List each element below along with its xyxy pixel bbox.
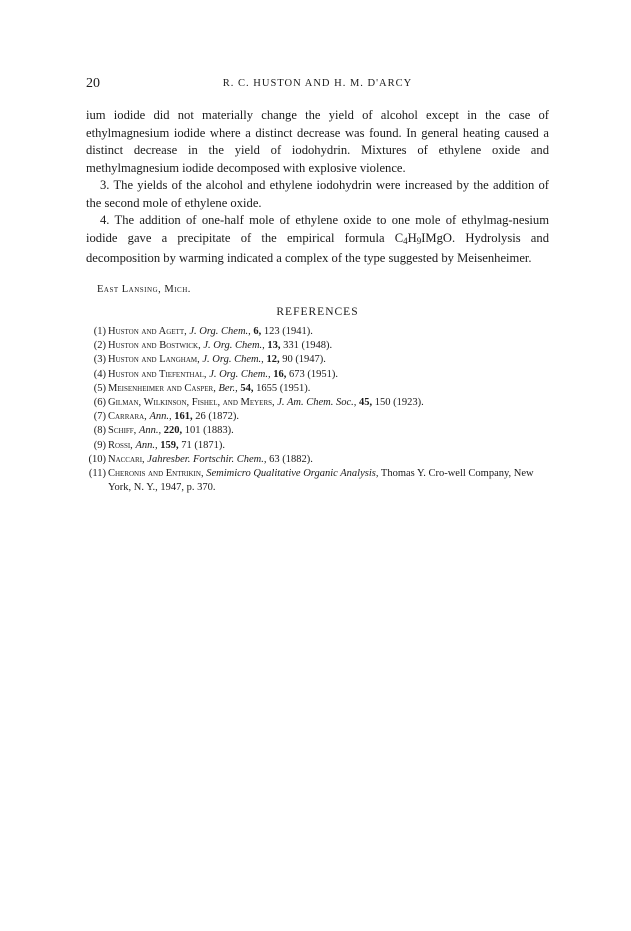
reference-details: 1655 (1951). [256,382,311,394]
running-head: R. C. HUSTON AND H. M. D'ARCY [222,78,413,89]
reference-volume: 16, [273,368,287,380]
reference-details: 150 (1923). [374,397,424,409]
reference-number: (4) [93,368,106,380]
reference-item [86,453,549,467]
reference-item [86,424,549,438]
reference-number: (10) [88,453,106,465]
reference-authors: Huston and Langham, [108,354,200,366]
reference-journal: J. Org. Chem., [203,340,265,352]
reference-authors: Cheronis and Entrikin, [108,468,204,480]
reference-journal: Jahresber. Fortschir. Chem., [147,453,267,465]
reference-details: 90 (1947). [282,354,326,366]
reference-authors: Rossi, [108,439,133,451]
reference-item [86,339,549,353]
reference-details: Thomas Y. Cro-well Company, New York, N. Y., 1947, p. 370. [108,468,534,494]
reference-number: (7) [93,411,106,423]
paragraph-conclusion-4 [86,212,549,268]
reference-authors: Huston and Agett, [108,326,187,337]
reference-number: (11) [88,468,106,480]
reference-volume: 161, [174,411,193,423]
reference-number: (5) [93,382,106,394]
para4-text-after: IMgO. Hydrolysis and decomposition by warming indicated a complex of the type suggested by Meisenheimer. [86,230,549,265]
reference-number: (8) [93,425,106,437]
reference-journal: Ann., [135,439,158,451]
formula-subscript-hydrogen: 9 [416,235,422,246]
author-location: East Lansing, Mich. [97,284,191,295]
page-header [86,76,549,92]
paragraph-conclusion-3: 3. The yields of the alcohol and ethylene iodohydrin were increased by the addition of the second mole of ethylene oxide. [86,178,549,210]
reference-item [86,353,549,367]
reference-volume: 6, [253,326,262,337]
reference-details: 123 (1941). [263,326,313,337]
reference-details: 71 (1871). [181,439,225,451]
references-list [86,325,549,495]
para4-text-mid: H [407,230,417,245]
reference-item [86,325,549,339]
para4-text-before: 4. The addition of one-half mole of ethylene oxide to one mole of ethylmag-nesium iodide gave a precipitate of the empirical formula C [86,213,549,245]
reference-journal: J. Org. Chem., [202,354,264,366]
reference-journal: Semimicro Qualitative Organic Analysis, [206,468,379,480]
reference-authors: Huston and Tiefenthal, [108,368,207,380]
reference-number: (6) [93,397,106,409]
reference-authors: Gilman, Wilkinson, Fishel, and Meyers, [108,397,275,409]
reference-item [86,439,549,453]
reference-journal: Ann., [149,411,172,423]
references-heading: REFERENCES [276,306,359,318]
reference-journal: J. Am. Chem. Soc., [277,397,357,409]
reference-authors: Naccari, [108,453,145,465]
reference-volume: 159, [160,439,179,451]
reference-volume: 45, [359,397,373,409]
reference-details: 331 (1948). [283,340,333,352]
reference-journal: J. Org. Chem., [209,368,271,380]
reference-details: 63 (1882). [269,453,313,465]
reference-authors: Schiff, [108,425,137,437]
reference-volume: 13, [267,340,281,352]
page-number: 20 [86,76,100,91]
reference-volume: 54, [240,382,254,394]
reference-journal: Ann., [138,425,162,437]
reference-item [86,382,549,396]
reference-journal: J. Org. Chem., [189,326,251,337]
reference-number: (2) [93,340,106,352]
reference-volume: 220, [163,425,183,437]
reference-number: (3) [93,354,106,366]
reference-authors: Carrara, [108,411,147,423]
reference-details: 673 (1951). [289,368,338,380]
reference-item [86,368,549,382]
reference-authors: Huston and Bostwick, [108,340,201,352]
reference-details: 26 (1872). [195,411,239,423]
body-text [86,107,549,268]
reference-volume: 12, [266,354,280,366]
paragraph-conclusion-2: ium iodide did not materially change the yield of alcohol except in the case of ethylmagnesium iodide where a distinct decrease was found. In general heating caused a distinct decrease in the yield of iodohydrin. Mixtures of ethylene oxide and methylmagnesium iodide decomposed with explosive violence. [86,108,549,175]
reference-item [86,396,549,410]
reference-number: (1) [93,326,106,337]
reference-item [86,467,549,495]
formula-subscript-carbon: 4 [403,235,408,246]
reference-number: (9) [93,439,106,451]
reference-authors: Meisenheimer and Casper, [108,382,216,394]
reference-journal: Ber., [218,382,238,394]
reference-details: 101 (1883). [184,425,234,437]
reference-item [86,410,549,424]
